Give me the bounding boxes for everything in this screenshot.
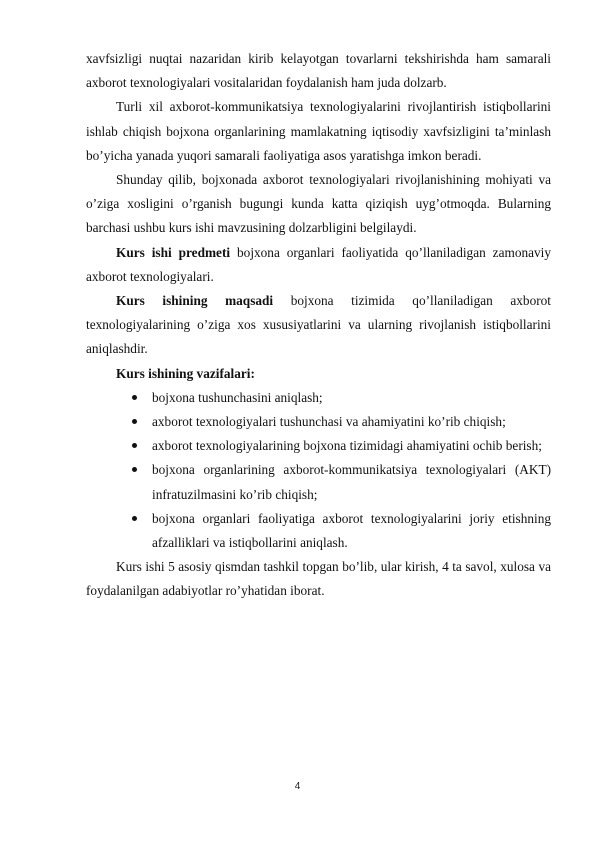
bullet-icon xyxy=(132,443,137,448)
paragraph-goal xyxy=(86,289,551,362)
bullet-icon xyxy=(132,395,137,400)
goal-text: bojxona tizimida qo’llaniladigan axborot texnologiyalarining o’ziga xos xususiyatlarini va ularning rivojlanish istiqbollarini aniqlashdir. xyxy=(86,293,551,357)
subject-label: Kurs ishi predmeti xyxy=(116,244,231,260)
paragraph-relevance: Shunday qilib, bojxonada axborot texnologiyalari rivojlanishining mohiyati va o’ziga xosligini o’rganish bugungi kunda katta qiziqish uyg’otmoqda. Bularning barchasi ushbu kurs ishi mavzusining dolzarbligini belgilaydi. xyxy=(86,172,551,236)
list-item xyxy=(86,458,551,506)
subject-text: bojxona organlari faoliyatida qo’llaniladigan zamonaviy axborot texnologiyalari. xyxy=(86,244,552,284)
tasks-list xyxy=(86,386,551,555)
paragraph-intro-continuation: xavfsizligi nuqtai nazaridan kirib kelayotgan tovarlarni tekshirishda ham samarali axborot texnologiyalari vositalaridan foydalanish ham juda dolzarb. xyxy=(86,51,551,91)
page-number: 4 xyxy=(294,781,301,792)
tasks-heading: Kurs ishining vazifalari: xyxy=(116,365,255,381)
task-text: bojxona tushunchasini aniqlash; xyxy=(152,389,323,405)
list-item xyxy=(86,434,551,458)
task-text: bojxona organlarining axborot-kommunikatsiya texnologiyalari (AKT) infratuzilmasini ko’rib chiqish; xyxy=(152,462,551,502)
task-text: bojxona organlari faoliyatiga axborot texnologiyalarini joriy etishning afzalliklari va istiqbollarini aniqlash. xyxy=(152,510,551,551)
list-item xyxy=(86,386,551,410)
task-text: axborot texnologiyalarining bojxona tizimidagi ahamiyatini ochib berish; xyxy=(152,438,542,454)
goal-label: Kurs ishining maqsadi xyxy=(116,293,274,309)
list-item xyxy=(86,507,551,555)
bullet-icon xyxy=(132,516,137,521)
paragraph-subject xyxy=(86,241,551,289)
paragraph-structure: Kurs ishi 5 asosiy qismdan tashkil topgan bo’lib, ular kirish, 4 ta savol, xulosa va foydalanilgan adabiyotlar ro’yhatidan iborat. xyxy=(86,559,551,599)
paragraph-prospects: Turli xil axborot-kommunikatsiya texnologiyalarini rivojlantirish istiqbollarini ishlab chiqish bojxona organlarining mamlakatning iqtisodiy xavfsizligini ta’minlash bo’yicha yanada yuqori samarali faoliyatiga asos yaratishga imkon beradi. xyxy=(86,99,551,163)
body-text xyxy=(86,47,551,604)
bullet-icon xyxy=(132,467,137,472)
task-text: axborot texnologiyalari tushunchasi va ahamiyatini ko’rib chiqish; xyxy=(152,414,506,430)
list-item xyxy=(86,410,551,434)
bullet-icon xyxy=(132,419,137,424)
